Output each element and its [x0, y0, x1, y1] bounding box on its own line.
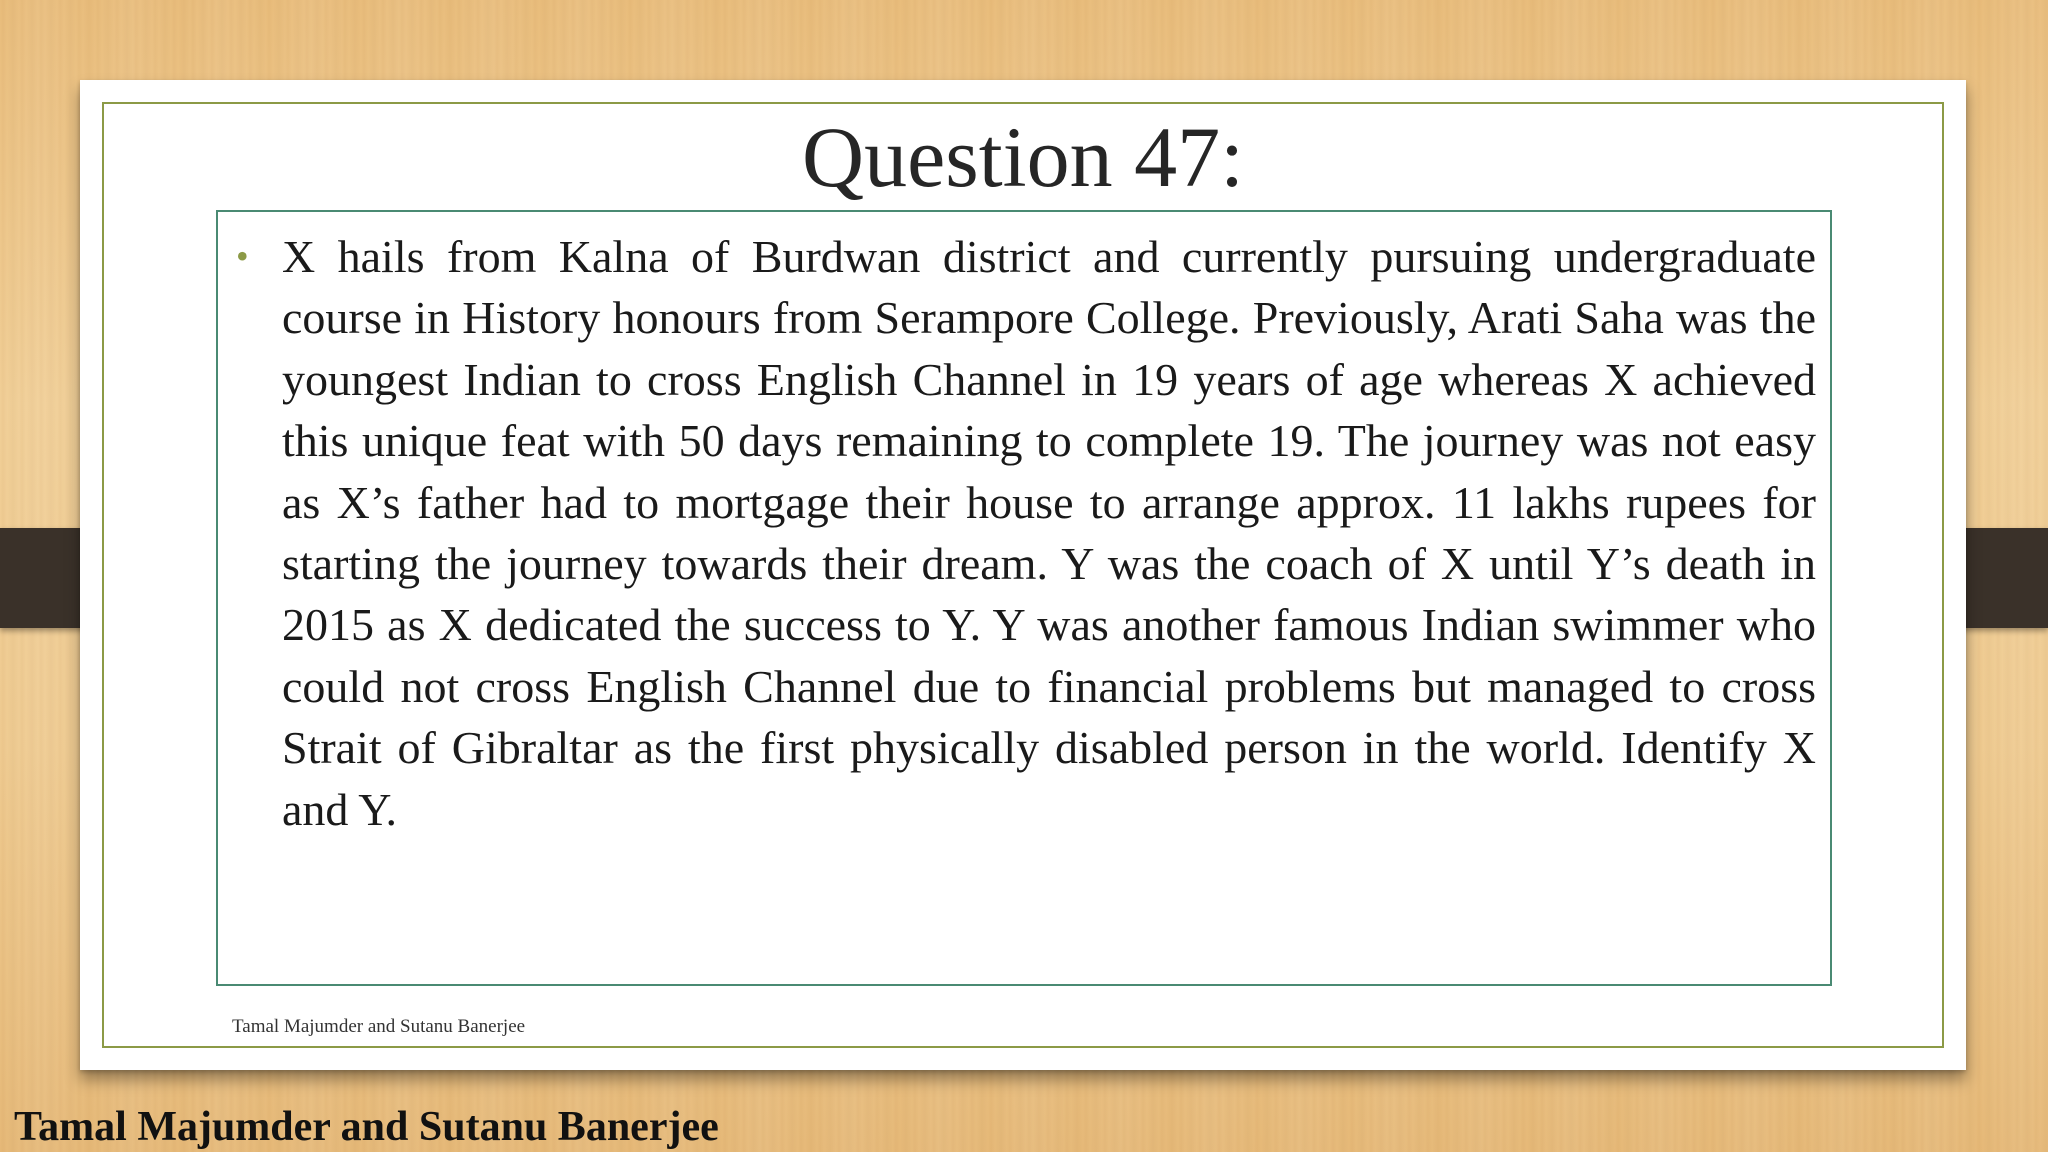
page-credit: Tamal Majumder and Sutanu Banerjee [14, 1104, 719, 1150]
question-content-box [216, 210, 1832, 986]
slide-footer: Tamal Majumder and Sutanu Banerjee [232, 1016, 526, 1037]
slide-card [80, 80, 1966, 1070]
bullet-icon: • [236, 236, 249, 276]
slide-title: Question 47: [802, 109, 1244, 205]
bullet-item [234, 226, 1816, 840]
question-text: X hails from Kalna of Burdwan district and currently pursuing undergraduate course in History honours from Serampore College. Previously, Arati Saha was the youngest Indian to cross English Channel in 19 years of age whereas X achieved this unique feat with 50 days remaining to complete 19. The journey was not easy as X’s father had to mortgage their house to arrange approx. 11 lakhs rupees for starting the journey towards their dream. Y was the coach of X until Y’s death in 2015 as X dedicated the success to Y. Y was another famous Indian swimmer who could not cross English Channel due to financial problems but managed to cross Strait of Gibraltar as the first physically disabled person in the world. Identify X and Y. [282, 231, 1816, 835]
